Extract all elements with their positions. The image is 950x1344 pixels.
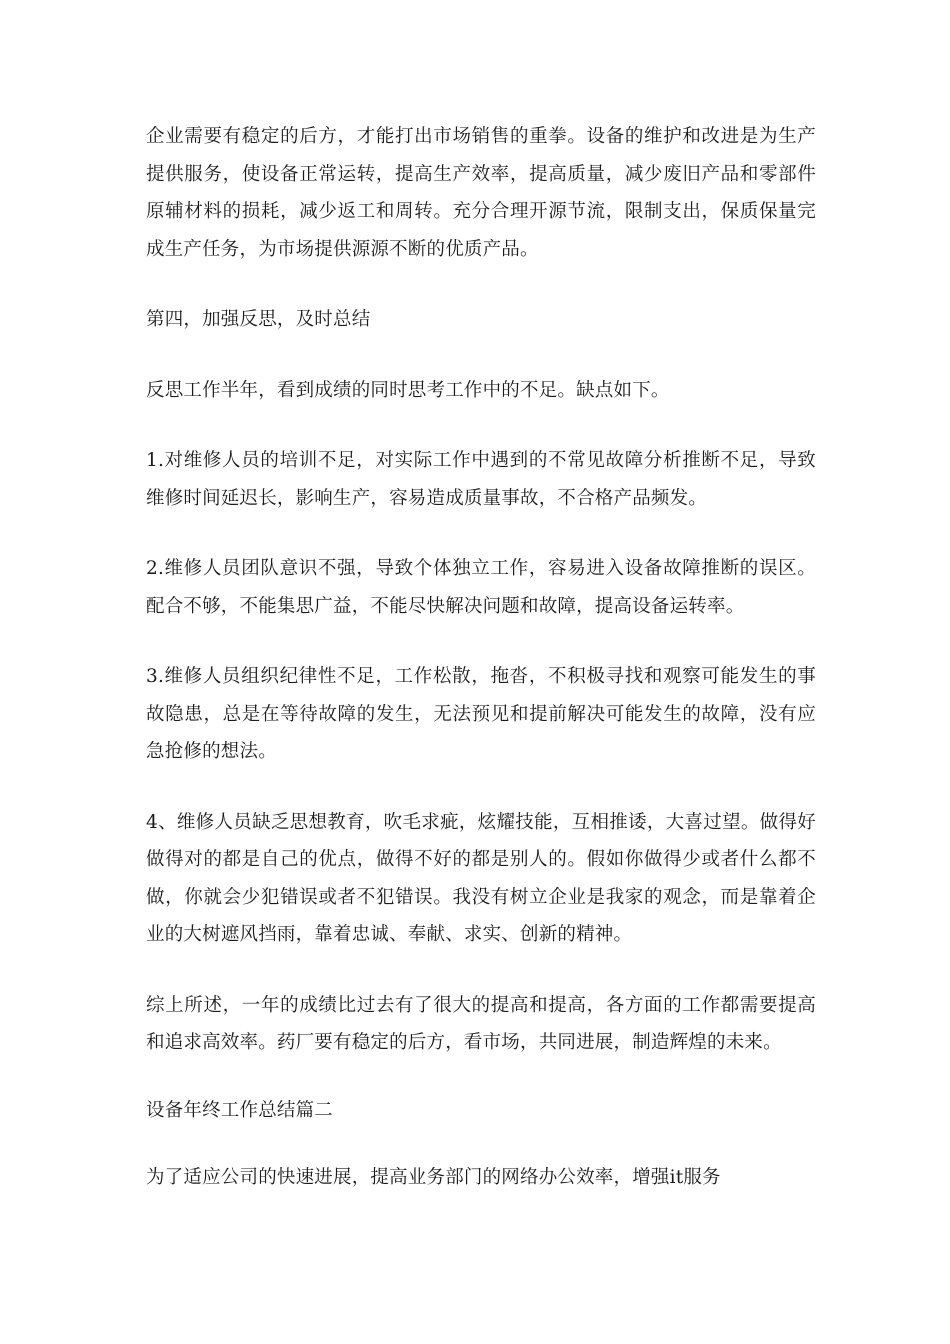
document-body: [146, 118, 816, 1230]
paragraph-reflection-summary: 反思工作半年，看到成绩的同时思考工作中的不足。缺点如下。: [146, 379, 670, 401]
list-item-4: 4、维修人员缺乏思想教育，吹毛求疵，炫耀技能，互相推诿，大喜过望。做得好做得对的都是自己的优点，做得不好的都是别人的。假如你做得少或者什么都不做，你就会少犯错误或者不犯错误。我没有树立企业是我家的观念，而是靠着企业的大树遮风挡雨，靠着忠诚、奉献、求实、创新的精神。: [146, 811, 816, 945]
paragraph-intro: 企业需要有稳定的后方，才能打出市场销售的重拳。设备的维护和改进是为生产提供服务，使设备正常运转，提高生产效率，提高质量，减少废旧产品和零部件原辅材料的损耗，减少返工和周转。充分合理开源节流，限制支出，保质保量完成生产任务，为市场提供源源不断的优质产品。: [146, 126, 816, 260]
paragraph-part-two-intro: 为了适应公司的快速进展，提高业务部门的网络办公效率，增强it服务: [146, 1167, 721, 1188]
list-item-3: 3.维修人员组织纪律性不足，工作松散，拖沓，不积极寻找和观察可能发生的事故隐患，总是在等待故障的发生，无法预见和提前解决可能发生的故障，没有应急抢修的想法。: [146, 666, 816, 762]
list-item-1: 1.对维修人员的培训不足，对实际工作中遇到的不常见故障分析推断不足，导致维修时间延迟长，影响生产，容易造成质量事故，不合格产品频发。: [146, 450, 816, 509]
paragraph-conclusion: 综上所述，一年的成绩比过去有了很大的提高和提高，各方面的工作都需要提高和追求高效率。药厂要有稳定的后方，看市场，共同进展，制造辉煌的未来。: [146, 994, 816, 1053]
list-item-2: 2.维修人员团队意识不强，导致个体独立工作，容易进入设备故障推断的误区。配合不够，不能集思广益，不能尽快解决问题和故障，提高设备运转率。: [146, 558, 816, 617]
section-heading-reflection: 第四，加强反思，及时总结: [146, 309, 371, 330]
section-heading-part-two: 设备年终工作总结篇二: [146, 1099, 334, 1121]
